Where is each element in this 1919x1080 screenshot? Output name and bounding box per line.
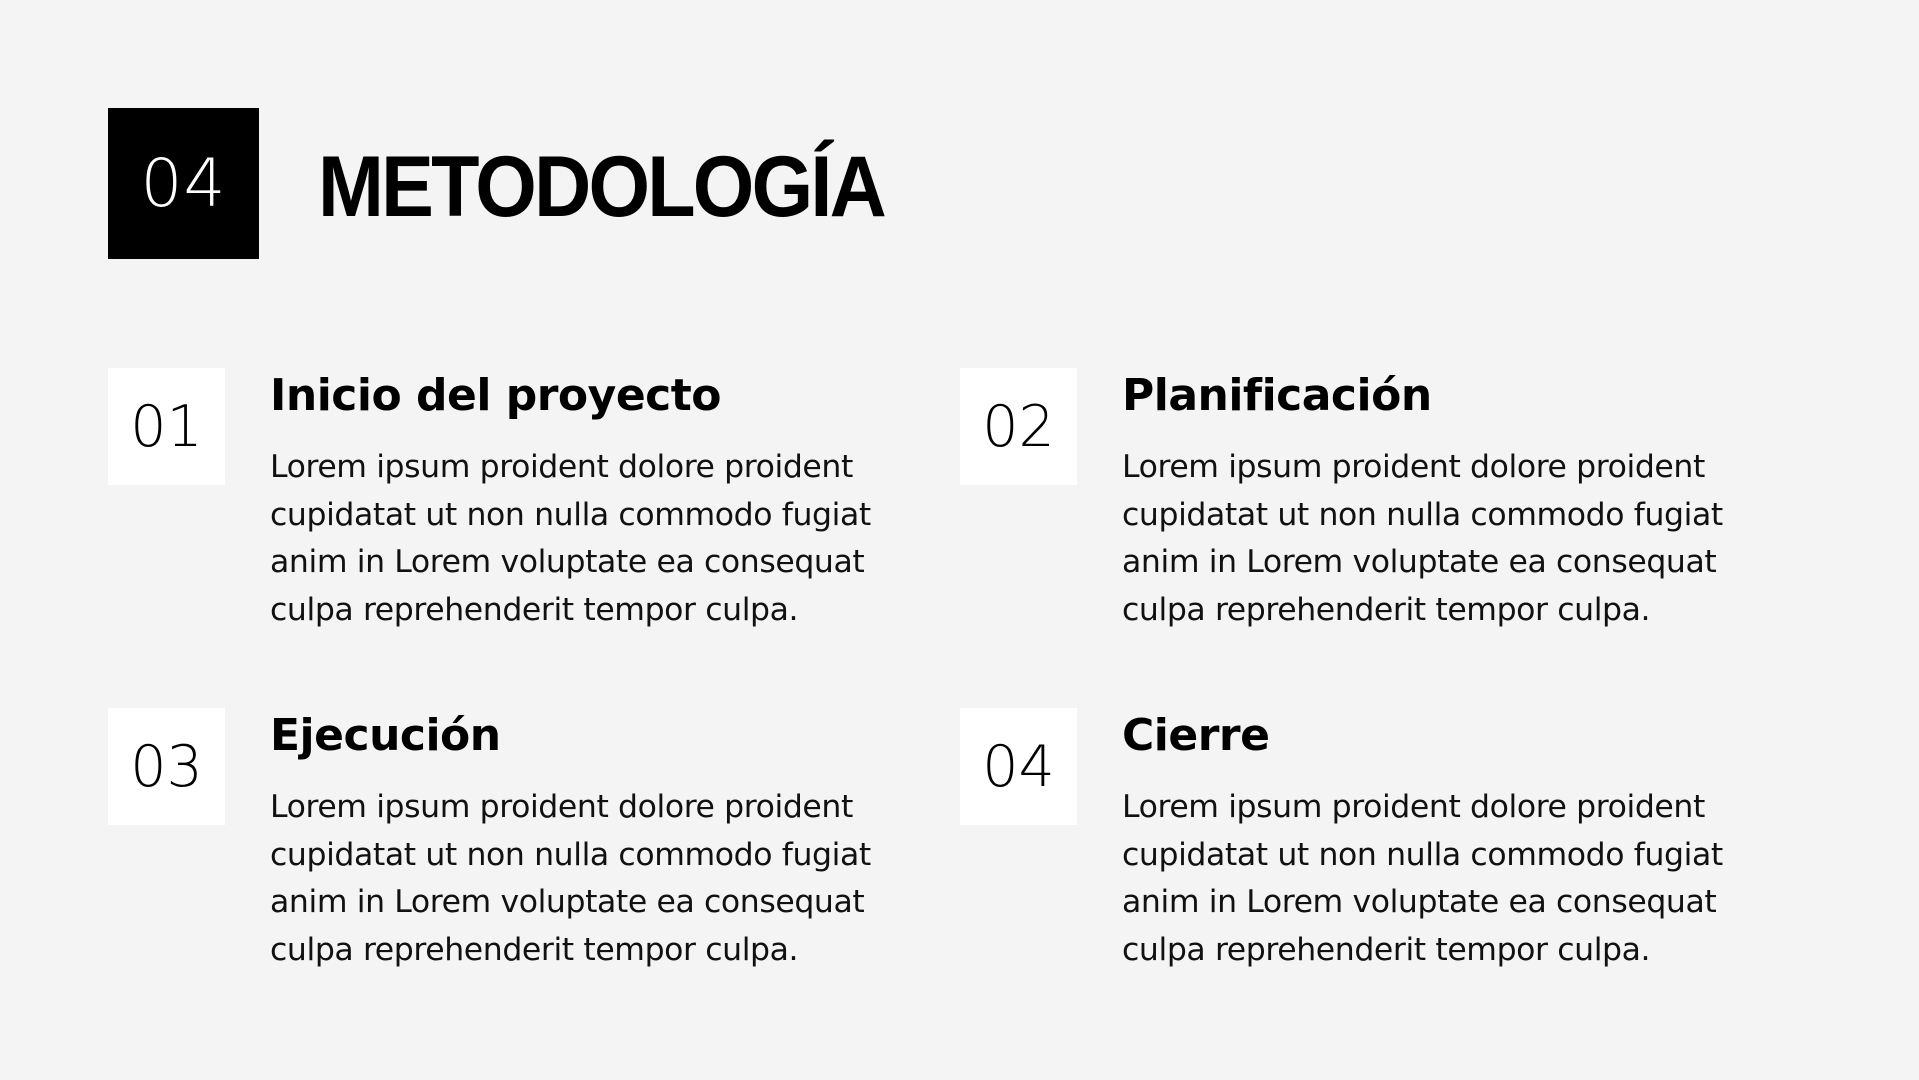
step-description: Lorem ipsum proident dolore proident cupidatat ut non nulla commodo fugiat anim in Lorem voluptate ea consequat culpa reprehenderit tempor culpa. (1122, 449, 1723, 628)
step-number-box (108, 368, 225, 485)
step-item-3 (108, 708, 908, 1008)
step-description: Lorem ipsum proident dolore proident cupidatat ut non nulla commodo fugiat anim in Lorem voluptate ea consequat culpa reprehenderit tempor culpa. (1122, 789, 1723, 968)
step-title: Cierre (1122, 710, 1270, 761)
step-title: Ejecución (270, 710, 501, 761)
section-title: METODOLOGÍA (318, 139, 884, 235)
step-description: Lorem ipsum proident dolore proident cupidatat ut non nulla commodo fugiat anim in Lorem voluptate ea consequat culpa reprehenderit tempor culpa. (270, 449, 871, 628)
step-number: 02 (982, 393, 1055, 460)
step-item-1 (108, 368, 908, 668)
step-title: Planificación (1122, 370, 1432, 421)
step-number-box (960, 708, 1077, 825)
step-item-2 (960, 368, 1760, 668)
section-number-badge (108, 108, 259, 259)
step-number: 04 (982, 733, 1055, 800)
step-title: Inicio del proyecto (270, 370, 722, 421)
step-number-box (960, 368, 1077, 485)
section-number: 04 (140, 145, 227, 222)
step-number-box (108, 708, 225, 825)
step-number: 01 (130, 393, 203, 460)
step-number: 03 (130, 733, 203, 800)
step-description: Lorem ipsum proident dolore proident cupidatat ut non nulla commodo fugiat anim in Lorem voluptate ea consequat culpa reprehenderit tempor culpa. (270, 789, 871, 968)
step-item-4 (960, 708, 1760, 1008)
